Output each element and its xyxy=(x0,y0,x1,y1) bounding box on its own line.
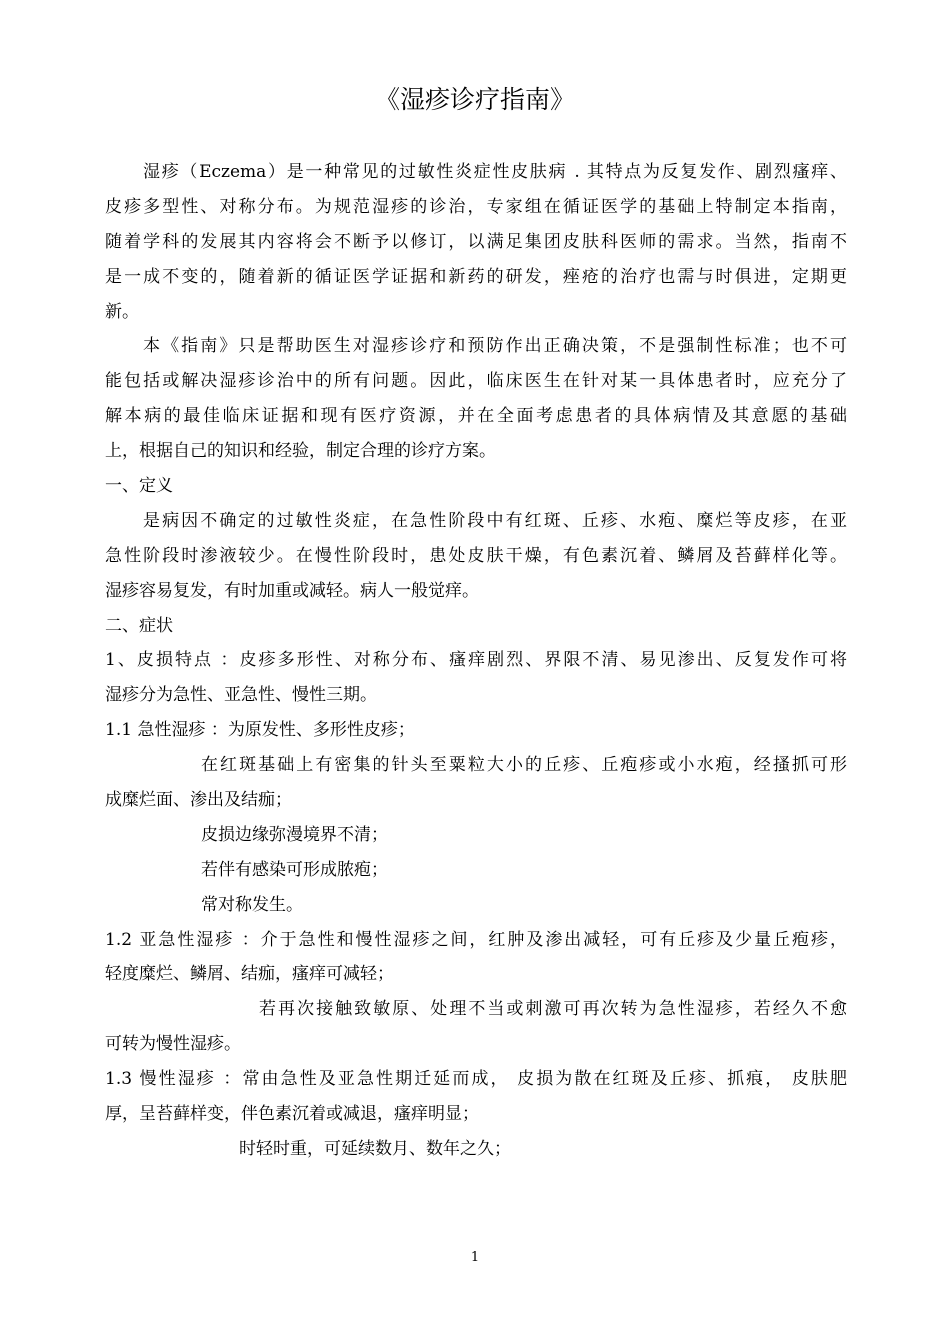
intro-paragraph-line: 是一成不变的，随着新的循证医学证据和新药的研发，痤疮的治疗也需与时俱进，定期更 xyxy=(105,266,847,287)
document-title: 《湿疹诊疗指南》 xyxy=(374,85,575,114)
acute-eczema-heading: 1.1 急性湿疹 ：为原发性、多形性皮疹； xyxy=(105,720,415,741)
definition-paragraph-line: 急性阶段时渗液较少。在慢性阶段时，患处皮肤干燥，有色素沉着、鳞屑及苔藓样化等。 xyxy=(105,545,847,566)
scope-paragraph-line: 解本病的最佳临床证据和现有医疗资源，并在全面考虑患者的具体病情及其意愿的基础 xyxy=(105,406,847,427)
scope-paragraph-line: 上，根据自己的知识和经验，制定合理的诊疗方案。 xyxy=(105,441,496,462)
lesion-features-line: 湿疹分为急性、亚急性、慢性三期。 xyxy=(105,685,377,706)
document-body xyxy=(105,155,847,1167)
acute-eczema-line: 成糜烂面、渗出及结痂； xyxy=(105,790,292,811)
acute-eczema-line: 在红斑基础上有密集的针头至粟粒大小的丘疹、丘疱疹或小水疱，经搔抓可形 xyxy=(201,755,847,776)
intro-paragraph-line: 湿疹（Eczema）是一种常见的过敏性炎症性皮肤病 . 其特点为反复发作、剧烈瘙痒、 xyxy=(143,162,847,182)
subacute-eczema-line: 1.2 亚急性湿疹 ：介于急性和慢性湿疹之间，红肿及渗出减轻，可有丘疹及少量丘疱疹， xyxy=(105,929,847,950)
subacute-eczema-line: 轻度糜烂、鳞屑、结痂，瘙痒可减轻； xyxy=(105,964,394,985)
acute-eczema-line: 若伴有感染可形成脓疱； xyxy=(201,859,388,880)
intro-paragraph-line: 随着学科的发展其内容将会不断予以修订，以满足集团皮肤科医师的需求。当然，指南不 xyxy=(105,231,847,252)
definition-paragraph-line: 是病因不确定的过敏性炎症，在急性阶段中有红斑、丘疹、水疱、糜烂等皮疹，在亚 xyxy=(143,510,847,531)
scope-paragraph-line: 能包括或解决湿疹诊治中的所有问题。因此，临床医生在针对某一具体患者时，应充分了 xyxy=(105,371,847,392)
lesion-features-line: 1、皮损特点 ：皮疹多形性、对称分布、瘙痒剧烈、界限不清、易见渗出、反复发作可将 xyxy=(105,650,847,671)
intro-paragraph-line: 新。 xyxy=(105,301,139,322)
acute-eczema-line: 皮损边缘弥漫境界不清； xyxy=(201,824,388,845)
chronic-eczema-line: 时轻时重，可延续数月、数年之久； xyxy=(239,1138,511,1159)
chronic-eczema-line: 厚，呈苔藓样变，伴色素沉着或减退，瘙痒明显； xyxy=(105,1104,479,1125)
intro-paragraph-line: 皮疹多型性、对称分布。为规范湿疹的诊治，专家组在循证医学的基础上特制定本指南， xyxy=(105,196,847,217)
acute-eczema-line: 常对称发生。 xyxy=(201,894,303,915)
subacute-eczema-line: 若再次接触致敏原、处理不当或刺激可再次转为急性湿疹，若经久不愈 xyxy=(259,999,847,1020)
definition-paragraph-line: 湿疹容易复发，有时加重或减轻。病人一般觉痒。 xyxy=(105,580,479,601)
scope-paragraph-line: 本《指南》只是帮助医生对湿疹诊疗和预防作出正确决策，不是强制性标准；也不可 xyxy=(143,336,847,357)
section-heading-symptoms: 二、症状 xyxy=(105,615,173,636)
subacute-eczema-line: 可转为慢性湿疹。 xyxy=(105,1034,241,1055)
section-heading-definition: 一、定义 xyxy=(105,476,173,497)
chronic-eczema-line: 1.3 慢性湿疹 ：常由急性及亚急性期迁延而成， 皮损为散在红斑及丘疹、抓痕， 皮肤肥 xyxy=(105,1069,847,1090)
page-number: 1 xyxy=(470,1250,480,1265)
